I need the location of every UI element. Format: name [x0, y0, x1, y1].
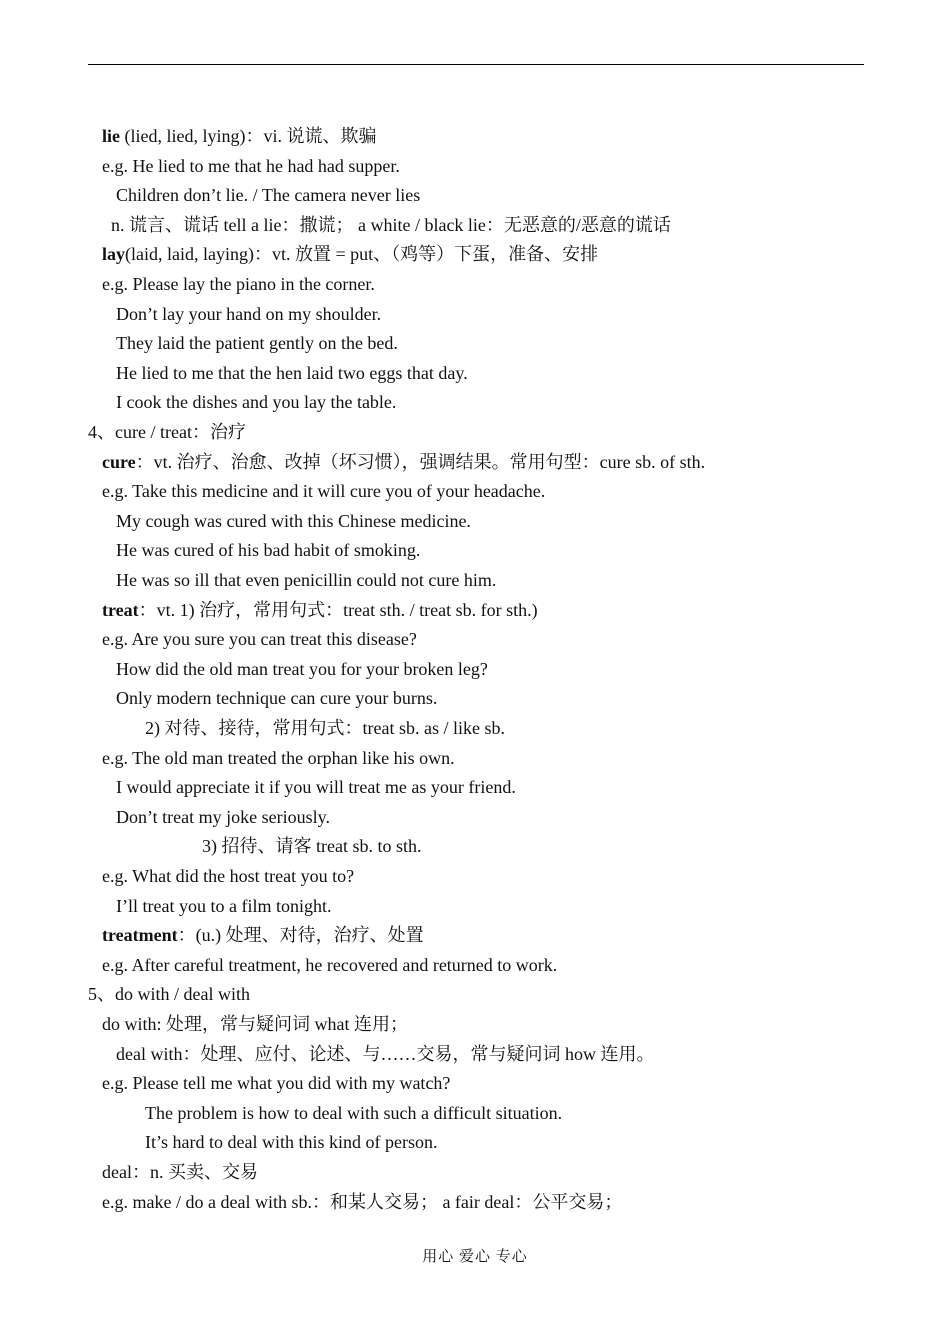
- line-text: Don’t treat my joke seriously.: [116, 806, 330, 827]
- line-text: n. 谎言、谎话 tell a lie：撒谎； a white / black lie：无恶意的/恶意的谎话: [111, 214, 671, 235]
- line-text: e.g. Please tell me what you did with my watch?: [102, 1073, 451, 1094]
- line-text: e.g. Take this medicine and it will cure you of your headache.: [102, 481, 546, 502]
- line-text: ：vt. 1) 治疗，常用句式：treat sth. / treat sb. for sth.): [138, 599, 538, 620]
- line-text: I would appreciate it if you will treat me as your friend.: [116, 777, 516, 798]
- line-text: (lied, lied, lying)：vi. 说谎、欺骗: [120, 126, 377, 146]
- line-text: Children don’t lie. / The camera never lies: [116, 185, 421, 206]
- line-text: 3) 招待、请客 treat sb. to sth.: [202, 836, 422, 857]
- line-text: deal：n. 买卖、交易: [102, 1162, 258, 1182]
- text-line: [102, 861, 354, 891]
- text-line: [116, 802, 330, 832]
- text-line: [102, 476, 545, 506]
- line-text: 4、cure / treat：治疗: [88, 422, 246, 442]
- text-line: [102, 1187, 622, 1217]
- line-text: Only modern technique can cure your burns.: [116, 688, 438, 709]
- line-text: e.g. He lied to me that he had had supper.: [102, 155, 400, 176]
- text-line: [102, 950, 557, 980]
- line-text: It’s hard to deal with this kind of person.: [145, 1132, 438, 1153]
- text-line: [116, 387, 396, 417]
- line-text: deal with：处理、应付、论述、与……交易，常与疑问词 how 连用。: [116, 1043, 655, 1064]
- text-line: [145, 1127, 437, 1157]
- text-line: [102, 121, 376, 151]
- line-text: e.g. After careful treatment, he recovered and returned to work.: [102, 954, 558, 975]
- line-text: How did the old man treat you for your broken leg?: [116, 658, 488, 679]
- text-line: [102, 447, 705, 477]
- text-line: [116, 1039, 654, 1069]
- text-line: [102, 920, 424, 950]
- text-line: [145, 713, 505, 743]
- term-headword: lie: [102, 126, 120, 146]
- text-line: [102, 743, 455, 773]
- header-rule: [88, 64, 864, 65]
- text-line: [102, 1157, 258, 1187]
- text-line: [116, 180, 420, 210]
- term-headword: cure: [102, 451, 136, 472]
- line-text: e.g. Are you sure you can treat this disease?: [102, 629, 417, 650]
- line-text: e.g. What did the host treat you to?: [102, 866, 355, 886]
- text-line: [102, 595, 538, 625]
- text-line: [116, 654, 488, 684]
- line-text: 5、do with / deal with: [88, 984, 250, 1005]
- line-text: They laid the patient gently on the bed.: [116, 333, 398, 354]
- line-text: ：(u.) 处理、对待，治疗、处置: [177, 925, 424, 946]
- text-line: [102, 1068, 450, 1098]
- text-line: [102, 151, 400, 181]
- line-text: do with: 处理，常与疑问词 what 连用；: [102, 1014, 408, 1034]
- page-footer: 用心 爱心 专心: [422, 1249, 528, 1265]
- text-line: [116, 535, 420, 565]
- text-line: [202, 831, 421, 861]
- text-line: [116, 299, 381, 329]
- text-line: [116, 772, 516, 802]
- line-text: The problem is how to deal with such a difficult situation.: [145, 1102, 563, 1123]
- line-text: e.g. Please lay the piano in the corner.: [102, 274, 375, 294]
- text-line: [111, 210, 671, 240]
- line-text: I’ll treat you to a film tonight.: [116, 895, 332, 916]
- line-text: Don’t lay your hand on my shoulder.: [116, 303, 382, 324]
- text-line: [116, 358, 468, 388]
- text-line: [145, 1098, 562, 1128]
- line-text: ：vt. 治疗、治愈、改掉（坏习惯），强调结果。常用句型：cure sb. of sth.: [135, 451, 706, 472]
- line-text: He was cured of his bad habit of smoking.: [116, 540, 421, 561]
- line-text: I cook the dishes and you lay the table.: [116, 392, 397, 413]
- line-text: My cough was cured with this Chinese medicine.: [116, 510, 471, 531]
- text-line: [116, 506, 471, 536]
- text-line: [102, 624, 417, 654]
- text-line: [116, 891, 331, 921]
- line-text: (laid, laid, laying)：vt. 放置 = put、（鸡等）下蛋，准备、安排: [125, 244, 599, 265]
- line-text: He was so ill that even penicillin could not cure him.: [116, 570, 497, 590]
- text-line: [102, 1009, 408, 1039]
- text-line: [116, 565, 496, 595]
- line-text: e.g. The old man treated the orphan like his own.: [102, 747, 455, 768]
- text-line: [102, 269, 375, 299]
- text-line: [88, 979, 250, 1009]
- term-headword: treat: [102, 599, 139, 620]
- line-text: He lied to me that the hen laid two eggs that day.: [116, 362, 468, 383]
- line-text: e.g. make / do a deal with sb.：和某人交易； a fair deal：公平交易；: [102, 1191, 623, 1212]
- line-text: 2) 对待、接待，常用句式：treat sb. as / like sb.: [145, 718, 505, 738]
- text-line: [88, 417, 246, 447]
- text-line: [102, 239, 598, 269]
- term-headword: lay: [102, 244, 126, 265]
- text-line: [116, 328, 398, 358]
- term-headword: treatment: [102, 925, 178, 946]
- text-line: [116, 683, 437, 713]
